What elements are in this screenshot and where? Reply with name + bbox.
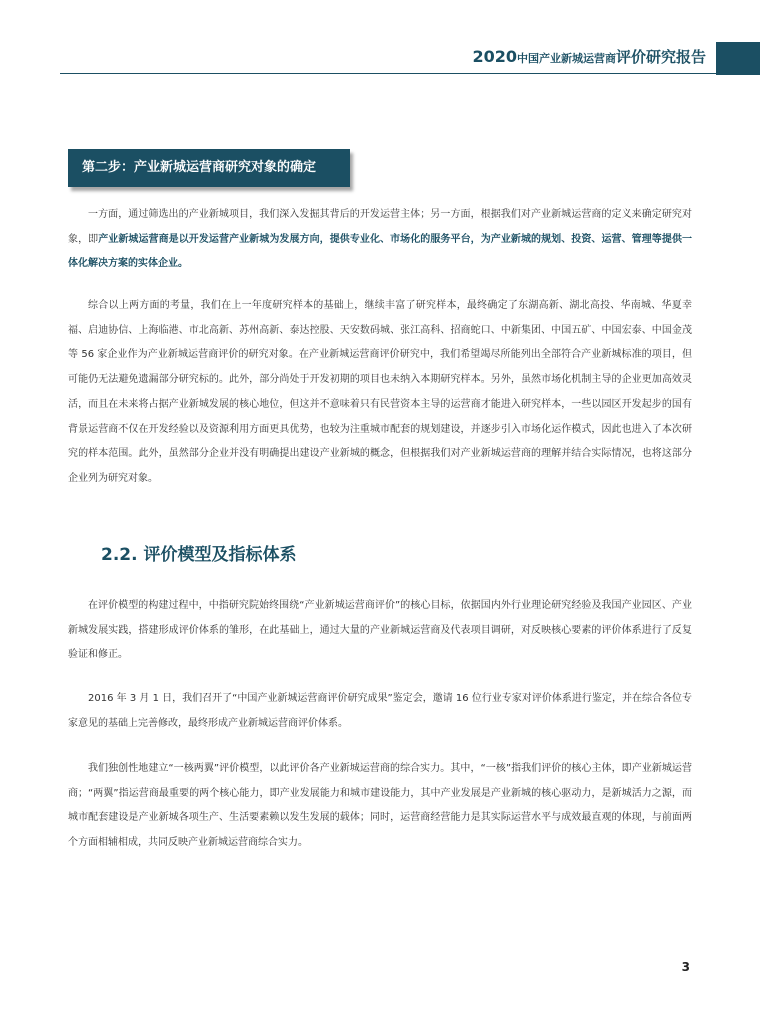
page-number: 3 (681, 960, 690, 974)
paragraph-research-object (68, 203, 692, 277)
step-heading-box: 第二步：产业新城运营商研究对象的确定 (68, 149, 350, 187)
header-accent-block (716, 42, 760, 75)
report-title-end: 评价研究报告 (615, 48, 706, 66)
paragraph-sample-selection: 综合以上两方面的考量，我们在上一年度研究样本的基础上，继续丰富了研究样本，最终确定了东湖高新、湖北高投、华南城、华夏幸福、启迪协信、上海临港、市北高新、苏州高新、泰达控股、天安数码城、张江高科、招商蛇口、中新集团、中国五矿、中国宏泰、中国金茂等 56 家企业作为产业新城运营商评价的研究对象。在产业新城运营商评价研究中，我们希望竭尽所能列出全部符合产业新城标准的项目，但可能仍无法避免遗漏部分研究标的。此外，部分尚处于开发初期的项目也未纳入本期研究样本。另外，虽然市场化机制主导的企业更加高效灵活，而且在未来将占据产业新城发展的核心地位，但这并不意味着只有民营资本主导的运营商才能进入研究样本，一些以园区开发起步的国有背景运营商不仅在开发经验以及资源利用方面更具优势，也较为注重城市配套的规划建设，并逐步引入市场化运作模式，因此也进入了本次研究的样本范围。此外，虽然部分企业并没有明确提出建设产业新城的概念，但根据我们对产业新城运营商的理解并结合实际情况，也将这部分企业列为研究对象。 (68, 300, 692, 484)
paragraph-research-object-highlight: 产业新城运营商是以开发运营产业新城为发展方向，提供专业化、市场化的服务平台，为产业新城的规划、投资、运营、管理等提供一体化解决方案的实体企业。 (68, 233, 693, 269)
report-title-year: 2020 (472, 47, 517, 66)
section-heading: 2.2. 评价模型及指标体系 (101, 545, 297, 565)
header-divider (60, 73, 716, 74)
paragraph-research-object-lead: 一方面，通过筛选出的产业新城项目，我们深入发掘其背后的开发运营主体；另一方面，根据我们对产业新城运营商的定义来确定研究对象，即 (68, 209, 692, 245)
paragraph-model-construction: 在评价模型的构建过程中，中指研究院始终围绕“产业新城运营商评价”的核心目标，依据国内外行业理论研究经验及我国产业园区、产业新城发展实践，搭建形成评价体系的雏形，在此基础上，通过大量的产业新城运营商及代表项目调研，对反映核心要素的评价体系进行了反复验证和修正。 (68, 600, 692, 660)
paragraph-one-core-two-wings: 我们独创性地建立“一核两翼”评价模型，以此评价各产业新城运营商的综合实力。其中，“一核”指我们评价的核心主体，即产业新城运营商；“两翼”指运营商最重要的两个核心能力，即产业发展能力和城市建设能力，其中产业发展是产业新城的核心驱动力，是新城活力之源，而城市配套建设是产业新城各项生产、生活要素赖以发生发展的载体；同时，运营商经营能力是其实际运营水平与成效最直观的体现，与前面两个方面相辅相成，共同反映产业新城运营商综合实力。 (68, 763, 692, 848)
report-title (472, 46, 706, 67)
report-title-mid: 中国产业新城运营商 (516, 52, 616, 65)
paragraph-appraisal-meeting: 2016 年 3 月 1 日，我们召开了“中国产业新城运营商评价研究成果”鉴定会，邀请 16 位行业专家对评价体系进行鉴定，并在综合各位专家意见的基础上完善修改，最终形成产业新城运营商评价体系。 (68, 693, 692, 729)
